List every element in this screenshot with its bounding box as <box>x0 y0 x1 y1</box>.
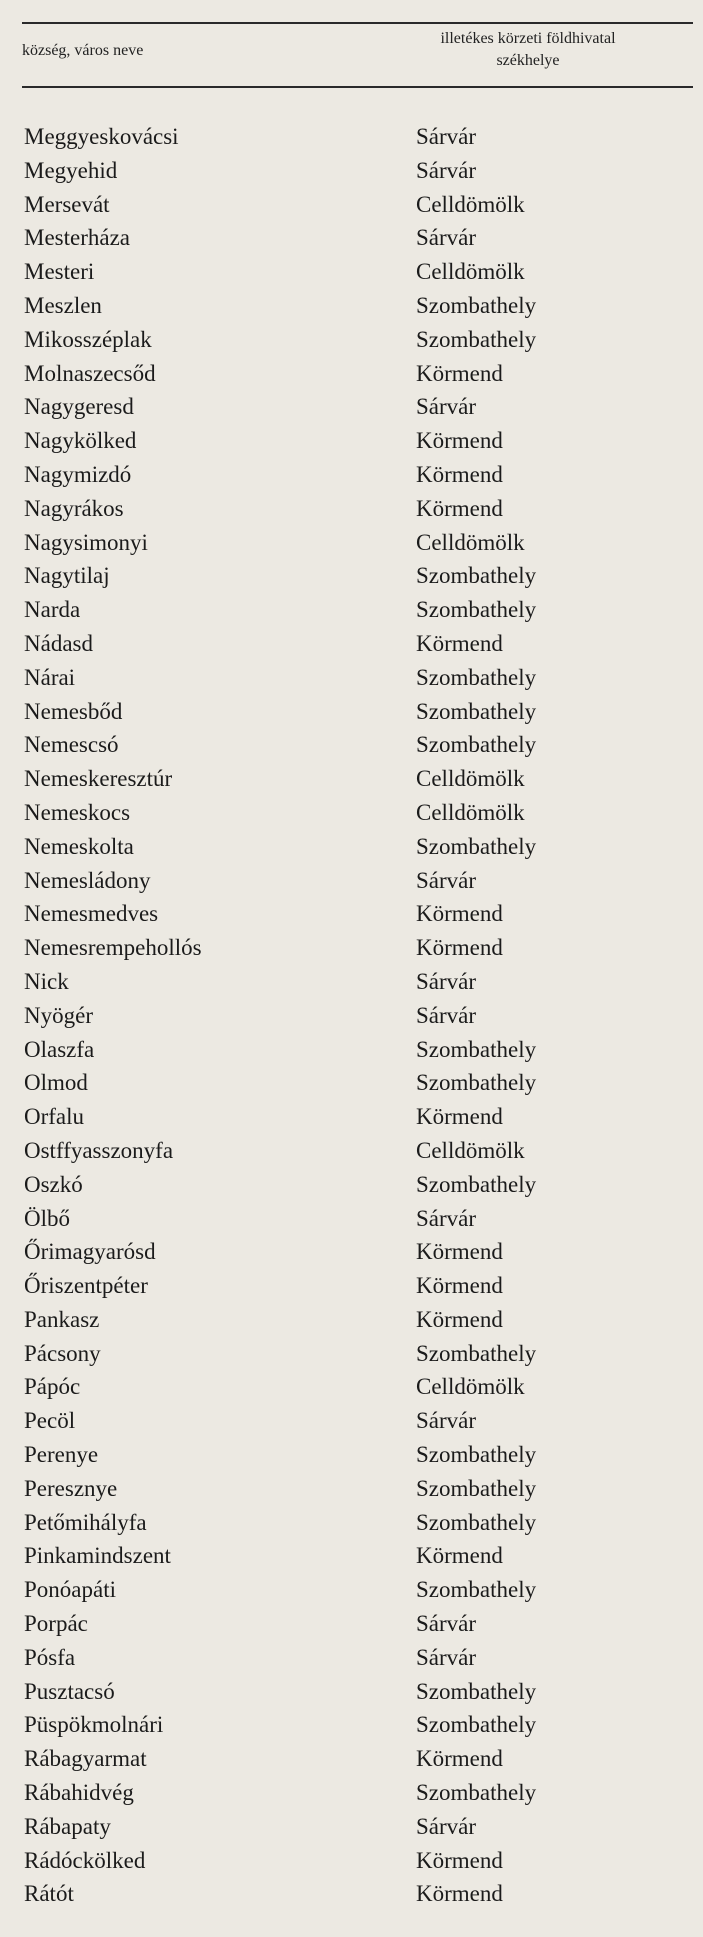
table-row <box>0 1303 703 1337</box>
land-office-seat: Celldömölk <box>416 259 525 285</box>
settlement-name: Nemeskolta <box>24 833 134 859</box>
land-office-seat: Celldömölk <box>416 799 525 825</box>
table-row <box>0 458 703 492</box>
land-office-seat: Sárvár <box>416 968 477 994</box>
table-row <box>0 728 703 762</box>
table-row <box>0 796 703 830</box>
land-office-seat: Szombathely <box>416 1475 537 1501</box>
table-row <box>0 1134 703 1168</box>
table-row <box>0 1641 703 1675</box>
header-rule <box>22 86 693 88</box>
settlement-name: Oszkó <box>24 1171 83 1197</box>
settlement-name: Nemesládony <box>24 867 151 893</box>
land-office-seat: Sárvár <box>416 1002 477 1028</box>
table-row <box>0 965 703 999</box>
land-office-seat: Sárvár <box>416 225 477 251</box>
table-row <box>0 390 703 424</box>
settlement-name: Nyögér <box>24 1002 93 1028</box>
land-office-seat: Szombathely <box>416 1780 537 1806</box>
land-office-seat: Szombathely <box>416 1442 537 1468</box>
table-row <box>0 1742 703 1776</box>
land-office-seat: Celldömölk <box>416 766 525 792</box>
land-office-seat: Szombathely <box>416 1712 537 1738</box>
settlement-name: Nagysimonyi <box>24 529 148 555</box>
land-office-seat: Körmend <box>416 630 503 656</box>
settlement-name: Pápóc <box>24 1374 81 1400</box>
table-row <box>0 357 703 391</box>
table-row <box>0 1100 703 1134</box>
land-office-seat: Szombathely <box>416 664 537 690</box>
settlement-name: Nick <box>24 968 69 994</box>
land-office-seat: Sárvár <box>416 1611 477 1637</box>
settlement-name: Peresznye <box>24 1475 118 1501</box>
table-row <box>0 1506 703 1540</box>
settlement-name: Perenye <box>24 1442 99 1468</box>
table-row <box>0 1168 703 1202</box>
table-row <box>0 695 703 729</box>
settlement-name: Nemescsó <box>24 732 119 758</box>
settlement-name: Nemesmedves <box>24 901 159 927</box>
land-office-seat: Szombathely <box>416 563 537 589</box>
land-office-seat: Körmend <box>416 1239 503 1265</box>
table-row <box>0 289 703 323</box>
table-row <box>0 661 703 695</box>
settlement-name: Püspökmolnári <box>24 1712 164 1738</box>
table-row <box>0 221 703 255</box>
table-row <box>0 1607 703 1641</box>
land-office-seat: Körmend <box>416 1847 503 1873</box>
settlement-name: Nagytilaj <box>24 563 110 589</box>
settlement-name: Pácsony <box>24 1340 101 1366</box>
table-row <box>0 424 703 458</box>
settlement-name: Nádasd <box>24 630 93 656</box>
land-office-seat: Körmend <box>416 428 503 454</box>
settlement-name: Nagyrákos <box>24 495 124 521</box>
settlement-name: Olmod <box>24 1070 88 1096</box>
table-row <box>0 526 703 560</box>
settlement-name: Nagykölked <box>24 428 137 454</box>
land-office-seat: Sárvár <box>416 394 477 420</box>
column-header-office-line2: székhelye <box>496 52 560 69</box>
land-office-seat: Körmend <box>416 935 503 961</box>
land-office-seat: Szombathely <box>416 698 537 724</box>
land-office-seat: Szombathely <box>416 1036 537 1062</box>
top-rule <box>22 22 693 24</box>
land-office-seat: Sárvár <box>416 1408 477 1434</box>
table-row <box>0 830 703 864</box>
settlement-name: Molnaszecsőd <box>24 360 156 386</box>
settlement-name: Ostffyasszonyfa <box>24 1137 174 1163</box>
land-office-seat: Körmend <box>416 1881 503 1907</box>
table-row <box>0 627 703 661</box>
settlement-name: Rádóckölked <box>24 1847 146 1873</box>
settlement-name: Pusztacsó <box>24 1678 115 1704</box>
settlement-name: Porpác <box>24 1611 88 1637</box>
settlement-name: Ölbő <box>24 1205 70 1231</box>
settlement-name: Petőmihályfa <box>24 1509 147 1535</box>
settlement-name: Narda <box>24 597 81 623</box>
table-row <box>0 1066 703 1100</box>
land-office-seat: Sárvár <box>416 124 477 149</box>
land-office-seat: Szombathely <box>416 833 537 859</box>
table-row <box>0 1675 703 1709</box>
settlement-name: Pinkamindszent <box>24 1543 171 1569</box>
land-office-seat: Szombathely <box>416 326 537 352</box>
land-office-seat: Celldömölk <box>416 1374 525 1400</box>
land-office-seat: Körmend <box>416 1746 503 1772</box>
table-row <box>0 1844 703 1878</box>
settlement-name: Őrimagyarósd <box>24 1239 156 1265</box>
table-row <box>0 323 703 357</box>
settlement-name: Rábahidvég <box>24 1780 134 1806</box>
land-office-seat: Szombathely <box>416 1678 537 1704</box>
table-row <box>0 1404 703 1438</box>
land-office-seat: Körmend <box>416 1104 503 1130</box>
table-row <box>0 255 703 289</box>
column-header-name: község, város neve <box>22 42 144 59</box>
land-office-seat: Körmend <box>416 461 503 487</box>
table-row <box>0 897 703 931</box>
land-office-seat: Szombathely <box>416 292 537 318</box>
settlement-name: Nárai <box>24 664 76 690</box>
table-row <box>0 120 703 154</box>
settlement-name: Nemesbőd <box>24 698 123 724</box>
land-office-seat: Körmend <box>416 360 503 386</box>
land-office-seat: Szombathely <box>416 1070 537 1096</box>
settlement-name: Ponóapáti <box>24 1577 116 1603</box>
land-office-seat: Szombathely <box>416 597 537 623</box>
land-office-seat: Körmend <box>416 1543 503 1569</box>
table-row <box>0 1472 703 1506</box>
settlement-name: Nemeskocs <box>24 799 131 825</box>
settlement-name: Rábapaty <box>24 1813 111 1839</box>
land-office-seat: Szombathely <box>416 1577 537 1603</box>
settlement-name: Nagymizdó <box>24 461 132 487</box>
table-row <box>0 1033 703 1067</box>
table-row <box>0 931 703 965</box>
settlement-name: Orfalu <box>24 1104 85 1130</box>
land-office-seat: Körmend <box>416 901 503 927</box>
column-header-office-line1: illetékes körzeti földhivatal <box>440 30 616 47</box>
land-office-seat: Celldömölk <box>416 529 525 555</box>
table-row <box>0 1573 703 1607</box>
table-row <box>0 1269 703 1303</box>
settlement-name: Pecöl <box>24 1408 76 1434</box>
table-row <box>0 492 703 526</box>
column-header-office <box>378 28 678 72</box>
table-row <box>0 1438 703 1472</box>
table-row <box>0 1202 703 1236</box>
settlement-name: Mesterháza <box>24 225 130 251</box>
table-row <box>0 1877 703 1911</box>
land-office-seat: Körmend <box>416 495 503 521</box>
settlement-name: Pósfa <box>24 1644 76 1670</box>
settlement-name: Mikosszéplak <box>24 326 152 352</box>
settlement-name: Őriszentpéter <box>24 1273 148 1299</box>
table-row <box>0 1337 703 1371</box>
settlement-name: Mesteri <box>24 259 95 285</box>
table-row <box>0 593 703 627</box>
settlement-name: Mersevát <box>24 191 110 217</box>
settlement-name: Olaszfa <box>24 1036 95 1062</box>
table-row <box>0 154 703 188</box>
land-office-seat: Celldömölk <box>416 191 525 217</box>
table-body <box>0 120 703 1911</box>
settlement-name: Rátót <box>24 1881 74 1907</box>
settlement-name: Nemesrempehollós <box>24 935 202 961</box>
settlement-name: Meggyeskovácsi <box>24 124 179 149</box>
settlement-name: Meszlen <box>24 292 102 318</box>
table-row <box>0 1235 703 1269</box>
table-row <box>0 1370 703 1404</box>
land-office-seat: Szombathely <box>416 1509 537 1535</box>
land-office-seat: Szombathely <box>416 1171 537 1197</box>
land-office-seat: Sárvár <box>416 1644 477 1670</box>
land-office-seat: Sárvár <box>416 1813 477 1839</box>
table-row <box>0 999 703 1033</box>
table-row <box>0 864 703 898</box>
table-row <box>0 188 703 222</box>
table-row <box>0 1810 703 1844</box>
settlement-name: Megyehid <box>24 157 118 183</box>
settlement-name: Rábagyarmat <box>24 1746 147 1772</box>
land-office-seat: Körmend <box>416 1306 503 1332</box>
table-row <box>0 559 703 593</box>
table-row <box>0 762 703 796</box>
table-row <box>0 1539 703 1573</box>
table-row <box>0 1708 703 1742</box>
land-office-seat: Sárvár <box>416 1205 477 1231</box>
table-row <box>0 1776 703 1810</box>
land-office-seat: Körmend <box>416 1273 503 1299</box>
settlement-name: Nagygeresd <box>24 394 134 420</box>
land-office-seat: Sárvár <box>416 157 477 183</box>
land-office-seat: Szombathely <box>416 1340 537 1366</box>
land-office-seat: Sárvár <box>416 867 477 893</box>
land-office-seat: Szombathely <box>416 732 537 758</box>
settlement-name: Nemeskeresztúr <box>24 766 173 792</box>
settlement-name: Pankasz <box>24 1306 100 1332</box>
land-office-seat: Celldömölk <box>416 1137 525 1163</box>
